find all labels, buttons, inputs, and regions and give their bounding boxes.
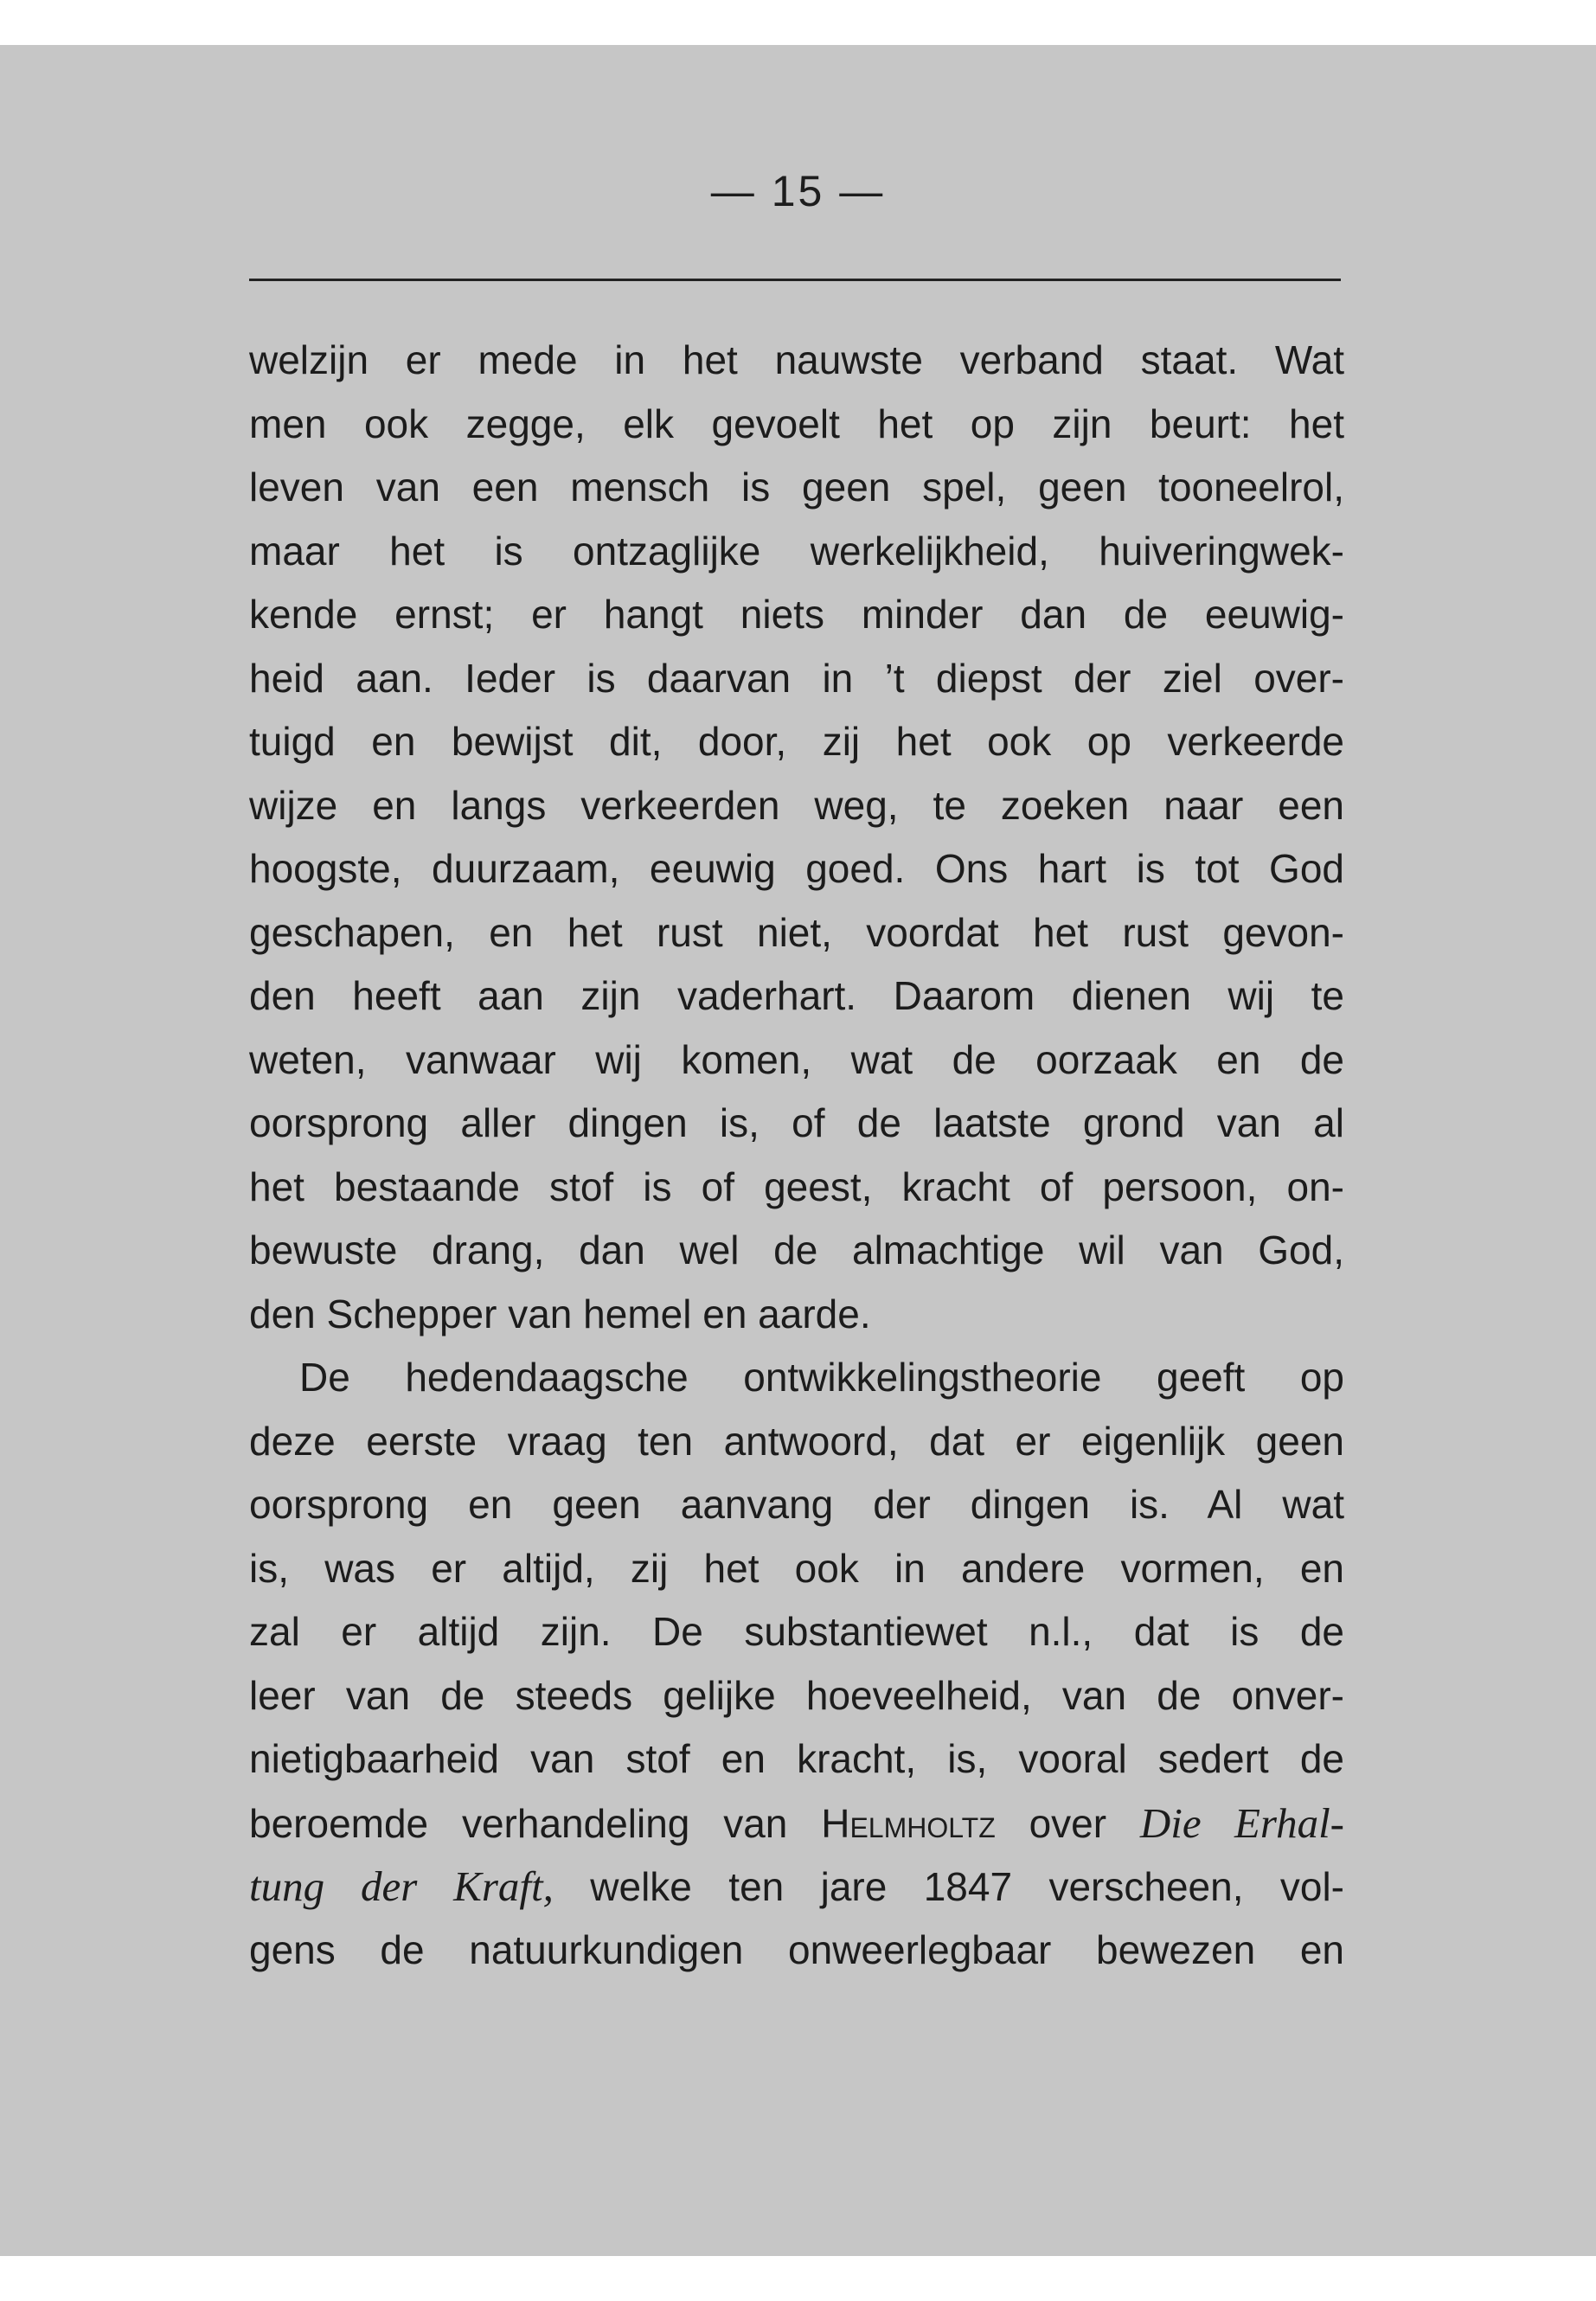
text-line: oorsprong en geen aanvang der dingen is. Al wat	[249, 1482, 1344, 1527]
text-run: welke ten jare 1847 verscheen, vol-	[553, 1864, 1344, 1909]
text-line: oorsprong aller dingen is, of de laatste grond van al	[249, 1100, 1344, 1145]
text-line: weten, vanwaar wij komen, wat de oorzaak en de	[249, 1036, 1344, 1082]
work-title: Die Erhal-	[1139, 1798, 1344, 1847]
page-number: — 15 —	[710, 167, 886, 215]
author-name: Helmholtz	[821, 1800, 996, 1846]
text-line: leven van een mensch is geen spel, geen tooneelrol,	[249, 465, 1344, 510]
text-run: over	[995, 1800, 1140, 1846]
text-line: zal er altijd zijn. De substantiewet n.l., dat is de	[249, 1609, 1344, 1654]
text-line: deze eerste vraag ten antwoord, dat er eigenlijk geen	[249, 1418, 1344, 1464]
text-line: het bestaande stof is of geest, kracht of persoon, on-	[249, 1163, 1344, 1209]
text-line: is, was er altijd, zij het ook in andere vormen, en	[249, 1545, 1344, 1591]
text-line	[249, 1791, 1344, 1856]
text-line: wijze en langs verkeerden weg, te zoeken naar een	[249, 782, 1344, 828]
text-line: kende ernst; er hangt niets minder dan de eeuwig-	[249, 592, 1344, 637]
text-line: men ook zegge, elk gevoelt het op zijn beurt: het	[249, 401, 1344, 446]
text-line: maar het is ontzaglijke werkelijkheid, huiveringwek-	[249, 528, 1344, 574]
text-line: heid aan. Ieder is daarvan in ’t diepst der ziel over-	[249, 655, 1344, 701]
text-line	[249, 1855, 1344, 1919]
header-rule	[249, 279, 1341, 281]
text-line: gens de natuurkundigen onweerlegbaar bewezen en	[249, 1926, 1344, 1972]
text-line: De hedendaagsche ontwikkelingstheorie geeft op	[299, 1355, 1344, 1400]
work-title: tung der Kraft,	[249, 1862, 554, 1910]
text-line: tuigd en bewijst dit, door, zij het ook op verkeerde	[249, 719, 1344, 764]
text-line: leer van de steeds gelijke hoeveelheid, van de onver-	[249, 1672, 1344, 1718]
text-line: hoogste, duurzaam, eeuwig goed. Ons hart is tot God	[249, 846, 1344, 891]
text-line: geschapen, en het rust niet, voordat het rust gevon-	[249, 909, 1344, 955]
text-line: bewuste drang, dan wel de almachtige wil van God,	[249, 1227, 1344, 1272]
text-line: den Schepper van hemel en aarde.	[249, 1291, 871, 1336]
body-text	[249, 329, 1344, 1982]
text-line: nietigbaarheid van stof en kracht, is, vooral sedert de	[249, 1736, 1344, 1781]
paragraph-2	[249, 1346, 1344, 1982]
text-line: welzijn er mede in het nauwste verband staat. Wat	[249, 337, 1344, 382]
text-line: den heeft aan zijn vaderhart. Daarom dienen wij te	[249, 973, 1344, 1018]
text-run: beroemde verhandeling van	[249, 1800, 822, 1846]
paragraph-1	[249, 329, 1344, 1346]
